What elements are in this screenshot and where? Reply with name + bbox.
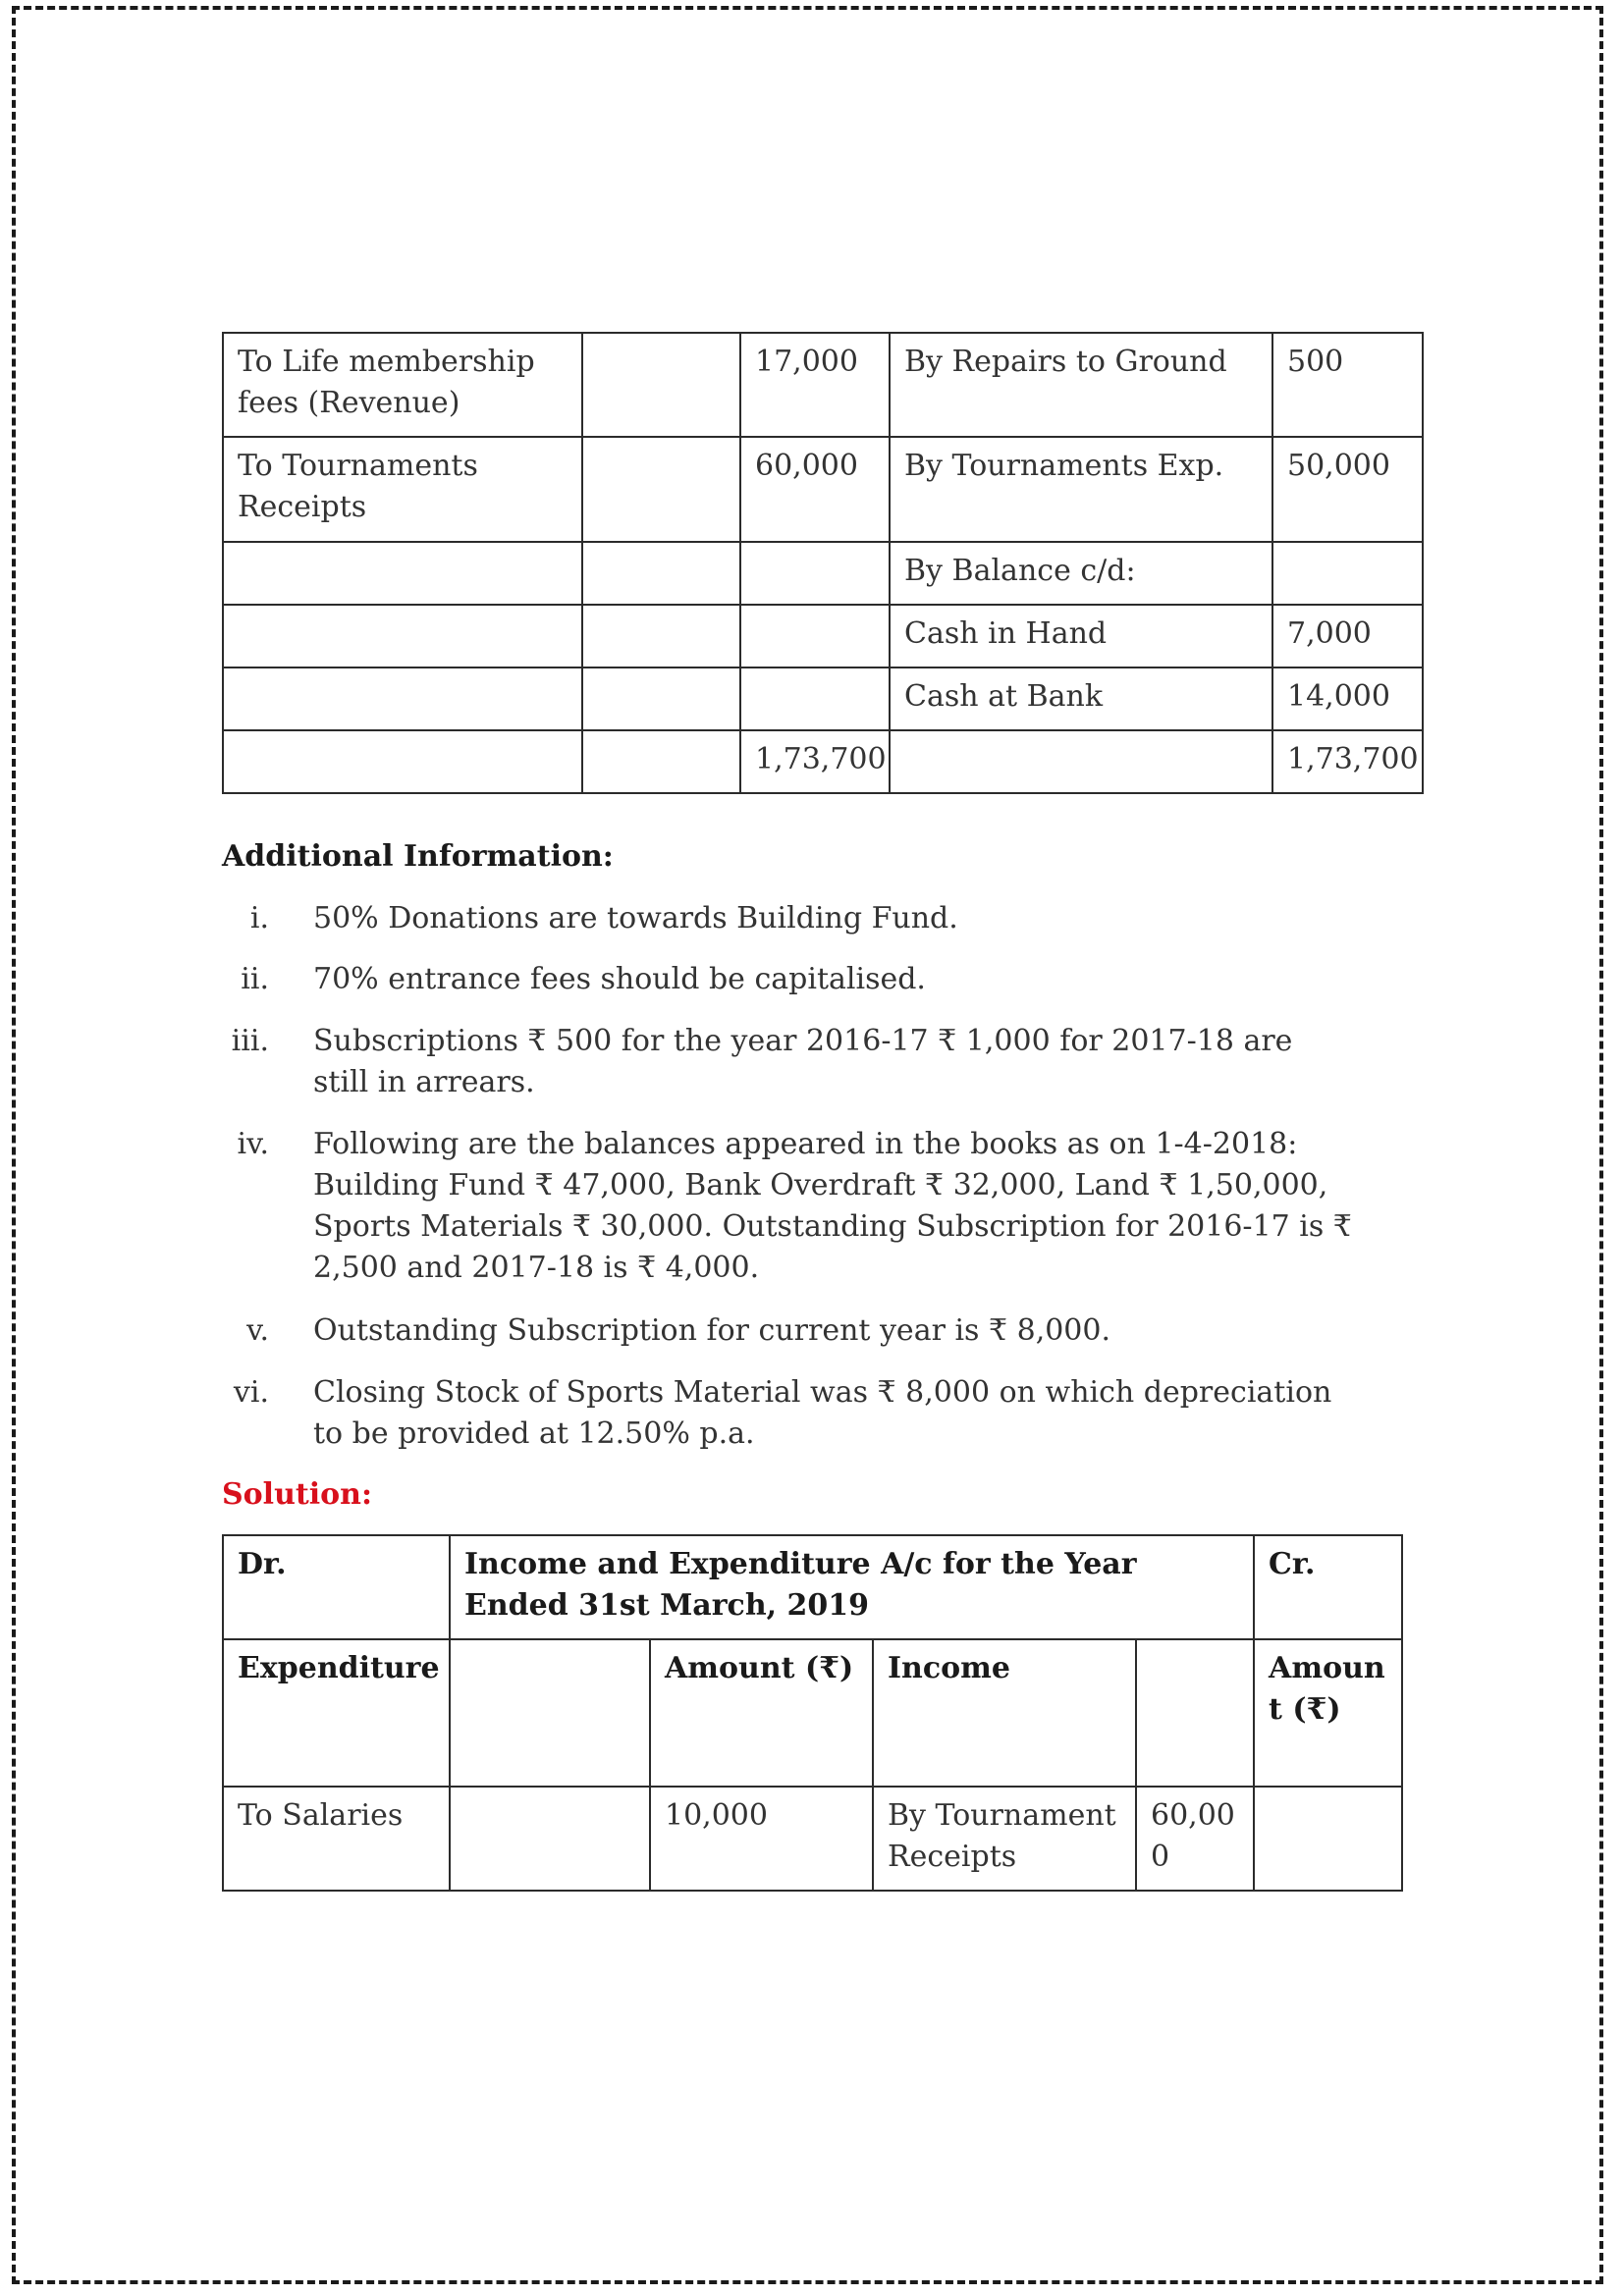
cr-label: Cr. (1254, 1535, 1402, 1639)
receipt-sub-cell (582, 730, 740, 793)
receipt-sub-cell (582, 542, 740, 605)
payment-cell: Cash in Hand (890, 605, 1272, 667)
expenditure-sub-cell (450, 1787, 650, 1891)
list-item-number: i. (249, 901, 269, 935)
income-amount-cell (1254, 1787, 1402, 1891)
amount-right-header: Amount (₹) (1254, 1639, 1402, 1787)
list-item-text: Closing Stock of Sports Material was ₹ 8,000 on which depreciation to be provided at 12.50% p.a. (313, 1375, 1332, 1451)
receipt-cell (223, 542, 582, 605)
table-row (223, 542, 1423, 605)
payment-amount-cell (1272, 542, 1423, 605)
solution-heading: Solution: (222, 1477, 373, 1512)
payment-cell: By Tournaments Exp. (890, 437, 1272, 542)
payment-amount-cell: 14,000 (1272, 667, 1423, 730)
table-row (223, 437, 1423, 542)
income-header: Income (873, 1639, 1136, 1787)
list-item-number: ii. (241, 962, 269, 996)
blank-header (1136, 1639, 1254, 1787)
receipt-amount-cell: 17,000 (740, 333, 890, 437)
payment-amount-cell: 7,000 (1272, 605, 1423, 667)
payment-amount-cell: 50,000 (1272, 437, 1423, 542)
payment-cell: Cash at Bank (890, 667, 1272, 730)
table-header-row (223, 1639, 1402, 1787)
table-row (223, 333, 1423, 437)
receipt-cell (223, 605, 582, 667)
list-item-text: Subscriptions ₹ 500 for the year 2016-17 ₹ 1,000 for 2017-18 are still in arrears. (313, 1024, 1293, 1099)
receipt-cell: To Life membership fees (Revenue) (223, 333, 582, 437)
receipt-total-cell: 1,73,700 (740, 730, 890, 793)
receipt-amount-cell (740, 605, 890, 667)
income-expenditure-table (222, 1534, 1403, 1892)
payment-cell: By Balance c/d: (890, 542, 1272, 605)
additional-information-heading: Additional Information: (222, 839, 614, 874)
list-item-number: v. (246, 1313, 269, 1348)
table-row (223, 605, 1423, 667)
receipt-cell (223, 667, 582, 730)
amount-left-header: Amount (₹) (650, 1639, 873, 1787)
dr-label: Dr. (223, 1535, 450, 1639)
receipt-cell: To Tournaments Receipts (223, 437, 582, 542)
income-cell: By Tournament Receipts (873, 1787, 1136, 1891)
list-item-number: vi. (233, 1375, 269, 1410)
table-row-totals (223, 730, 1423, 793)
receipt-amount-cell (740, 667, 890, 730)
list-item-text: 70% entrance fees should be capitalised. (313, 962, 926, 996)
receipt-sub-cell (582, 605, 740, 667)
payment-cell: By Repairs to Ground (890, 333, 1272, 437)
payment-cell (890, 730, 1272, 793)
table-row (223, 667, 1423, 730)
payment-total-cell: 1,73,700 (1272, 730, 1423, 793)
receipt-sub-cell (582, 333, 740, 437)
receipt-cell (223, 730, 582, 793)
payment-amount-cell: 500 (1272, 333, 1423, 437)
list-item-text: Following are the balances appeared in the books as on 1-4-2018: Building Fund ₹ 47,000, Bank Overdraft ₹ 32,000, Land ₹ 1,50,000, Sports Materials ₹ 30,000. Outstanding Subscription for 2016-17 is ₹ 2,500 and 2017-18 is ₹ 4,000. (313, 1127, 1352, 1285)
account-title: Income and Expenditure A/c for the Year Ended 31st March, 2019 (450, 1535, 1254, 1639)
expenditure-header: Expenditure (223, 1639, 450, 1787)
table-row (223, 1787, 1402, 1891)
blank-header (450, 1639, 650, 1787)
receipt-sub-cell (582, 667, 740, 730)
table-title-row (223, 1535, 1402, 1639)
receipts-payments-table (222, 332, 1424, 794)
income-sub-cell: 60,000 (1136, 1787, 1254, 1891)
receipt-amount-cell (740, 542, 890, 605)
expenditure-cell: To Salaries (223, 1787, 450, 1891)
expenditure-amount-cell: 10,000 (650, 1787, 873, 1891)
list-item-text: 50% Donations are towards Building Fund. (313, 901, 958, 935)
receipt-amount-cell: 60,000 (740, 437, 890, 542)
list-item-number: iii. (231, 1024, 269, 1058)
list-item-number: iv. (237, 1127, 269, 1161)
receipt-sub-cell (582, 437, 740, 542)
list-item-text: Outstanding Subscription for current year is ₹ 8,000. (313, 1313, 1111, 1348)
